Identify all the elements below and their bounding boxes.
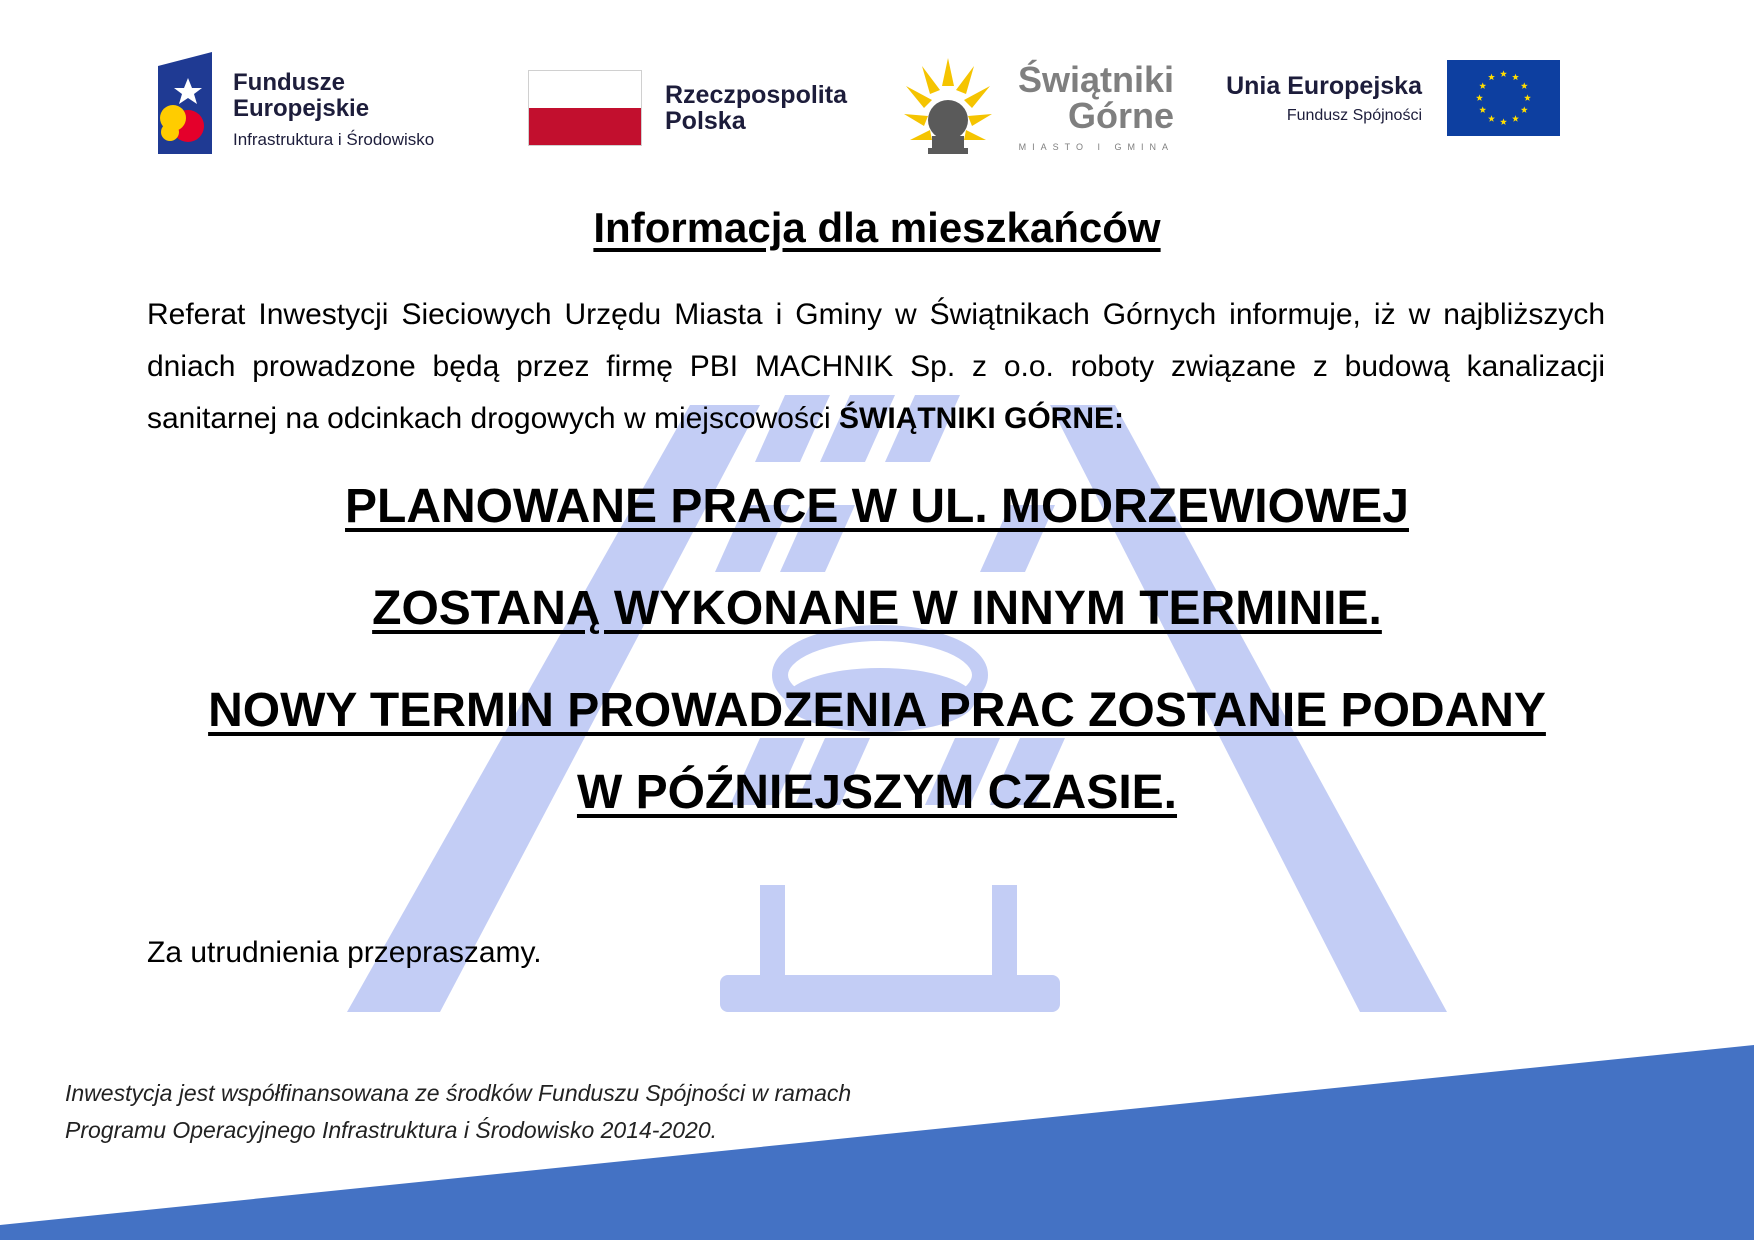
headline-line-2: ZOSTANĄ WYKONANE W INNYM TERMINIE. (372, 582, 1382, 635)
fundusze-europejskie-label (233, 70, 434, 149)
page-title: Informacja dla mieszkańców (593, 204, 1161, 251)
rzeczpospolita-polska-label (665, 82, 847, 135)
swiatniki-gorne-label (1002, 59, 1174, 152)
funding-note (65, 1075, 851, 1149)
closing-text: Za utrudnienia przepraszamy. (147, 936, 542, 969)
fundusze-line2: Europejskie (233, 95, 370, 123)
fundusze-line1: Fundusze (233, 69, 345, 96)
fundusze-europejskie-logo-icon (158, 52, 212, 154)
polska-line2: Polska (665, 107, 746, 136)
swiatniki-line1: Świątniki (1017, 59, 1174, 100)
headline-line-4: W PÓŹNIEJSZYM CZASIE. (576, 766, 1178, 819)
swiatniki-line2: Górne (1067, 95, 1174, 136)
funding-note-line1: Inwestycja jest współfinansowana ze środków Funduszu Spójności w ramach (65, 1080, 852, 1106)
polska-line1: Rzeczpospolita (665, 81, 847, 109)
intro-paragraph (147, 289, 1605, 445)
funding-note-line2: Programu Operacyjnego Infrastruktura i Środowisko 2014-2020. (65, 1117, 718, 1143)
swiatniki-line3: MIASTO I GMINA (1018, 142, 1174, 152)
swiatniki-emblem-icon (902, 56, 994, 156)
unia-line2: Fundusz Spójności (1286, 107, 1422, 124)
headline-line-1: PLANOWANE PRACE W UL. MODRZEWIOWEJ (345, 480, 1409, 533)
headline-line-3: NOWY TERMIN PROWADZENIA PRAC ZOSTANIE PODANY (208, 684, 1546, 737)
unia-europejska-label (1222, 72, 1422, 125)
unia-line1: Unia Europejska (1226, 72, 1422, 100)
fundusze-line3: Infrastruktura i Środowisko (233, 129, 435, 149)
logo-bar (0, 0, 1754, 170)
intro-text: Referat Inwestycji Sieciowych Urzędu Miasta i Gminy w Świątnikach Górnych informuje, iż w najbliższych dniach prowadzone będą przez firmę PBI MACHNIK Sp. z o.o. roboty związane z budową kanalizacji sanitarnej na odcinkach drogowych w miejscowości (147, 298, 1605, 435)
eu-flag-icon (1447, 60, 1560, 136)
intro-bold-location: ŚWIĄTNIKI GÓRNE: (839, 402, 1124, 435)
polish-flag-icon (528, 70, 642, 146)
